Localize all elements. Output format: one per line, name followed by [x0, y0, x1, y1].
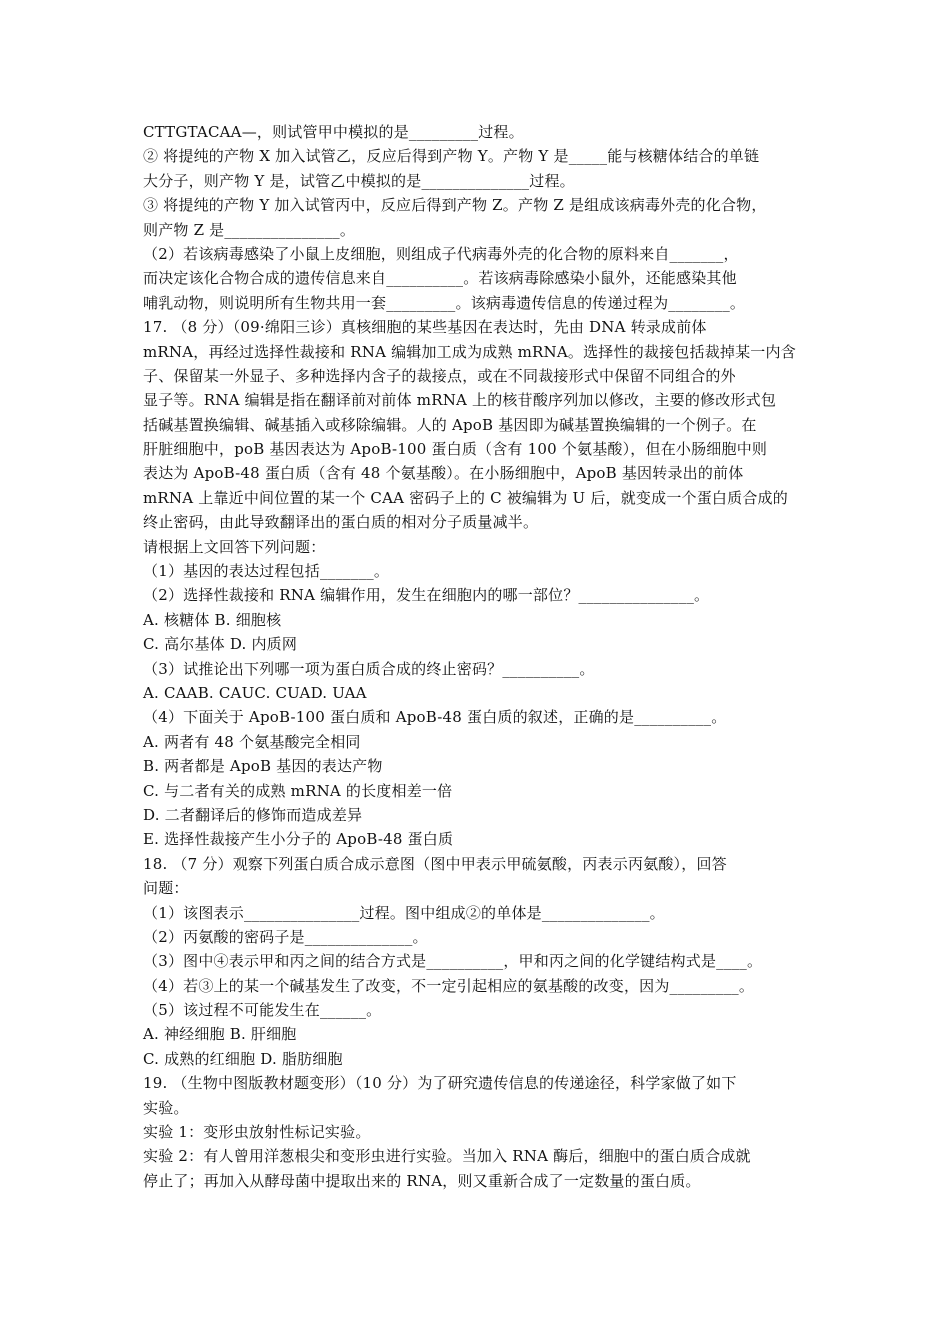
- text-line: 实验 1：变形虫放射性标记实验。: [143, 1123, 371, 1142]
- answer-option: D. 二者翻译后的修饰而造成差异: [143, 805, 363, 824]
- answer-option: C. 高尔基体 D. 内质网: [143, 635, 298, 654]
- question-17-heading: 17. （8 分）（09·绵阳三诊）真核细胞的某些基因在表达时，先由 DNA 转录成前体: [143, 318, 707, 337]
- document-page: [143, 120, 815, 1193]
- text-line: 终止密码，由此导致翻译出的蛋白质的相对分子质量减半。: [143, 513, 539, 532]
- text-line: 肝脏细胞中，poB 基因表达为 ApoB-100 蛋白质（含有 100 个氨基酸），但在小肠细胞中则: [143, 440, 768, 459]
- text-line: 问题：: [143, 879, 189, 898]
- text-line: 实验 2：有人曾用洋葱根尖和变形虫进行实验。当加入 RNA 酶后，细胞中的蛋白质合成就: [143, 1147, 751, 1166]
- text-line: 子、保留某一外显子、多种选择内含子的裁接点，或在不同裁接形式中保留不同组合的外: [143, 366, 736, 385]
- text-line: mRNA，再经过选择性裁接和 RNA 编辑加工成为成熟 mRNA。选择性的裁接包括裁掉某一内含: [143, 342, 796, 361]
- text-line: 而决定该化合物合成的遗传信息来自__________。若该病毒除感染小鼠外，还能感染其他: [143, 269, 737, 288]
- text-line: 大分子，则产物 Y 是，试管乙中模拟的是______________过程。: [143, 171, 575, 190]
- question-item: （4）下面关于 ApoB-100 蛋白质和 ApoB-48 蛋白质的叙述，正确的是__________。: [143, 708, 727, 727]
- answer-option: A. CAAB. CAUC. CUAD. UAA: [143, 683, 367, 702]
- question-item: （1）该图表示_______________过程。图中组成②的单体是______________。: [143, 903, 665, 922]
- question-item: （1）基因的表达过程包括_______。: [143, 562, 390, 581]
- answer-option: E. 选择性裁接产生小分子的 ApoB-48 蛋白质: [143, 830, 454, 849]
- question-item: （3）图中④表示甲和丙之间的结合方式是__________，甲和丙之间的化学键结构式是____。: [143, 952, 763, 971]
- text-line: 表达为 ApoB-48 蛋白质（含有 48 个氨基酸）。在小肠细胞中，ApoB 基因转录出的前体: [143, 464, 744, 483]
- text-line: 停止了；再加入从酵母菌中提取出来的 RNA，则又重新合成了一定数量的蛋白质。: [143, 1171, 701, 1190]
- answer-option: A. 神经细胞 B. 肝细胞: [143, 1025, 297, 1044]
- text-line: 括碱基置换编辑、碱基插入或移除编辑。人的 ApoB 基因即为碱基置换编辑的一个例子。在: [143, 415, 757, 434]
- text-line: ② 将提纯的产物 X 加入试管乙，反应后得到产物 Y。产物 Y 是_____能与核糖体结合的单链: [143, 147, 760, 166]
- answer-option: C. 与二者有关的成熟 mRNA 的长度相差一倍: [143, 781, 453, 800]
- question-item: （4）若③上的某一个碱基发生了改变，不一定引起相应的氨基酸的改变，因为_________。: [143, 976, 755, 995]
- question-item: （3）试推论出下列哪一项为蛋白质合成的终止密码？__________。: [143, 659, 595, 678]
- answer-option: A. 两者有 48 个氨基酸完全相同: [143, 732, 361, 751]
- text-line: 显子等。RNA 编辑是指在翻译前对前体 mRNA 上的核苷酸序列加以修改，主要的修改形式包: [143, 391, 777, 410]
- answer-option: B. 两者都是 ApoB 基因的表达产物: [143, 757, 383, 776]
- text-line: 实验。: [143, 1098, 189, 1117]
- text-line: 哺乳动物，则说明所有生物共用一套_________。该病毒遗传信息的传递过程为________。: [143, 293, 746, 312]
- text-line: （2）若该病毒感染了小鼠上皮细胞，则组成子代病毒外壳的化合物的原料来自_______，: [143, 244, 739, 263]
- question-item: （2）选择性裁接和 RNA 编辑作用，发生在细胞内的哪一部位？_______________。: [143, 586, 710, 605]
- text-line: mRNA 上靠近中间位置的某一个 CAA 密码子上的 C 被编辑为 U 后，就变成一个蛋白质合成的: [143, 488, 788, 507]
- text-line: 请根据上文回答下列问题：: [143, 537, 326, 556]
- text-line: ③ 将提纯的产物 Y 加入试管丙中，反应后得到产物 Z。产物 Z 是组成该病毒外壳的化合物，: [143, 196, 767, 215]
- question-item: （2）丙氨酸的密码子是______________。: [143, 927, 428, 946]
- text-line: 则产物 Z 是_______________。: [143, 220, 356, 239]
- question-19-heading: 19. （生物中图版教材题变形）（10 分）为了研究遗传信息的传递途径，科学家做了如下: [143, 1074, 737, 1093]
- answer-option: A. 核糖体 B. 细胞核: [143, 610, 282, 629]
- text-line: CTTGTACAA—，则试管甲中模拟的是_________过程。: [143, 123, 524, 141]
- question-18-heading: 18. （7 分）观察下列蛋白质合成示意图（图中甲表示甲硫氨酸，丙表示丙氨酸），回答: [143, 854, 727, 873]
- question-item: （5）该过程不可能发生在______。: [143, 1001, 382, 1020]
- answer-option: C. 成熟的红细胞 D. 脂肪细胞: [143, 1049, 343, 1068]
